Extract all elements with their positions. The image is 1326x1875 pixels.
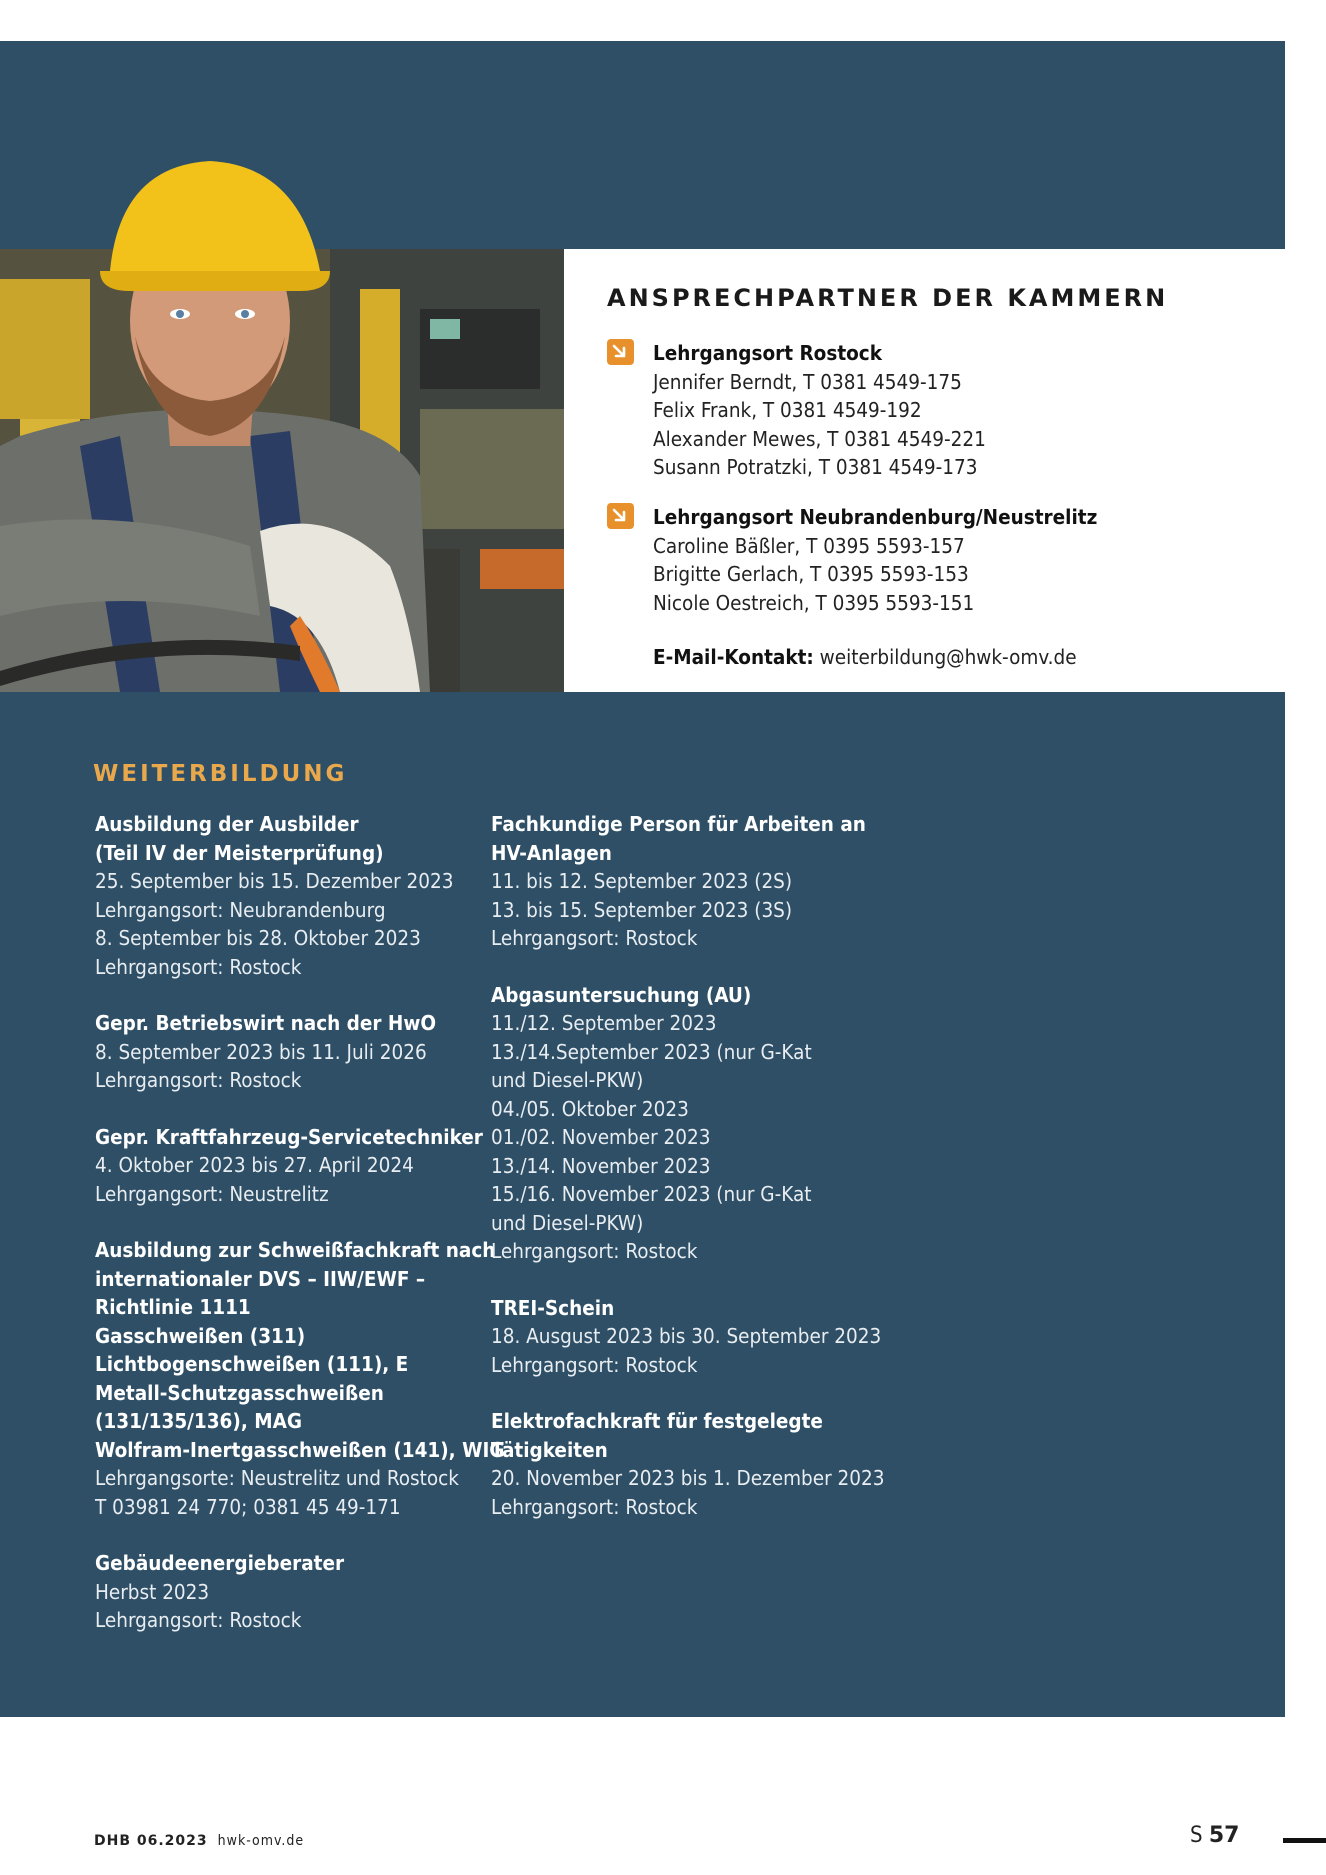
course-title: (Teil IV der Meisterprüfung) [95, 840, 384, 865]
email-contact [653, 645, 1077, 669]
course-title: Ausbildung zur Schweißfachkraft nach [95, 1238, 496, 1262]
course-entry [95, 1009, 465, 1095]
course-title: (131/135/136), MAG [95, 1409, 303, 1433]
contact-person: Felix Frank, T 0381 4549-192 [653, 398, 922, 422]
course-title: Gebäudeenergieberater [95, 1551, 345, 1575]
contact-person: Alexander Mewes, T 0381 4549-221 [653, 426, 986, 451]
course-title: Gasschweißen (311) [95, 1323, 306, 1348]
workshop-background [0, 249, 564, 692]
page-prefix: S [1190, 1823, 1203, 1848]
weiterbildung-heading: WEITERBILDUNG [93, 761, 348, 787]
course-detail: 8. September 2023 bis 11. Juli 2026 [95, 1039, 427, 1064]
contact-group-title: Lehrgangsort Neubrandenburg/Neustrelitz [653, 505, 1098, 529]
course-title: HV-Anlagen [491, 840, 612, 865]
course-detail: Lehrgangsort: Rostock [95, 1608, 302, 1632]
contact-person: Susann Potratzki, T 0381 4549-173 [653, 455, 978, 479]
course-detail: und Diesel-PKW) [491, 1210, 644, 1235]
course-detail: T 03981 24 770; 0381 45 49-171 [95, 1494, 401, 1519]
course-column-right [491, 810, 911, 1549]
course-entry [95, 1236, 505, 1521]
footer-magazine-info [94, 1833, 304, 1849]
arrow-down-right-icon [607, 339, 634, 365]
contact-person: Brigitte Gerlach, T 0395 5593-153 [653, 562, 969, 586]
course-detail: Herbst 2023 [95, 1579, 210, 1604]
course-detail: und Diesel-PKW) [491, 1068, 644, 1092]
course-title: Abgasuntersuchung (AU) [491, 982, 752, 1007]
course-detail: Lehrgangsort: Rostock [491, 1494, 698, 1519]
course-detail: 01./02. November 2023 [491, 1125, 711, 1149]
course-entry [491, 810, 911, 953]
contact-person: Nicole Oestreich, T 0395 5593-151 [653, 590, 975, 615]
course-detail: Lehrgangsort: Neubrandenburg [95, 897, 386, 922]
magazine-issue: DHB 06.2023 [94, 1833, 208, 1849]
arrow-down-right-icon [607, 503, 634, 529]
email-label: E-Mail-Kontakt: [653, 645, 814, 669]
course-detail: Lehrgangsort: Rostock [95, 1068, 302, 1092]
course-column-left [95, 810, 505, 1663]
course-title: Gepr. Betriebswirt nach der HwO [95, 1011, 437, 1035]
course-entry [491, 981, 911, 1266]
course-detail: 18. Ausgust 2023 bis 30. September 2023 [491, 1324, 882, 1348]
course-detail: 11. bis 12. September 2023 (2S) [491, 869, 793, 893]
page-number-block [1190, 1823, 1240, 1848]
course-detail: Lehrgangsort: Neustrelitz [95, 1181, 329, 1206]
course-title: Gepr. Kraftfahrzeug-Servicetechniker [95, 1124, 483, 1149]
course-detail: 15./16. November 2023 (nur G-Kat [491, 1182, 812, 1206]
course-title: Elektrofachkraft für festgelegte [491, 1409, 823, 1433]
course-title: Tätigkeiten [491, 1437, 608, 1462]
course-detail: 11./12. September 2023 [491, 1011, 717, 1035]
course-detail: Lehrgangsort: Rostock [491, 1352, 698, 1377]
course-detail: Lehrgangsort: Rostock [95, 954, 302, 979]
email-link[interactable]: weiterbildung@hwk-omv.de [819, 645, 1077, 669]
course-detail: 13./14.September 2023 (nur G-Kat [491, 1039, 812, 1064]
course-entry [95, 1123, 483, 1209]
course-title: TREI-Schein [491, 1295, 615, 1320]
contact-lines [653, 339, 986, 482]
page-number: 57 [1208, 1823, 1240, 1848]
contact-person: Caroline Bäßler, T 0395 5593-157 [653, 533, 965, 558]
course-title: Richtlinie 1111 [95, 1295, 251, 1319]
course-entry [95, 810, 465, 981]
course-detail: 8. September bis 28. Oktober 2023 [95, 926, 421, 950]
course-title: internationaler DVS – IIW/EWF – [95, 1266, 426, 1291]
course-title: Fachkundige Person für Arbeiten an [491, 812, 866, 836]
contact-person: Jennifer Berndt, T 0381 4549-175 [653, 369, 962, 394]
contact-lines [653, 503, 1097, 617]
craftsman-photo [0, 249, 564, 692]
course-title: Metall-Schutzgasschweißen [95, 1380, 384, 1405]
contact-heading: ANSPRECHPARTNER DER KAMMERN [607, 284, 1169, 312]
course-detail: 13./14. November 2023 [491, 1153, 711, 1178]
footer-rule [1283, 1838, 1326, 1843]
course-detail: 04./05. Oktober 2023 [491, 1096, 689, 1121]
course-detail: Lehrgangsorte: Neustrelitz und Rostock [95, 1466, 459, 1490]
course-entry [491, 1294, 911, 1380]
course-detail: 25. September bis 15. Dezember 2023 [95, 869, 454, 893]
course-detail: Lehrgangsort: Rostock [491, 926, 698, 950]
contact-group-title: Lehrgangsort Rostock [653, 341, 883, 365]
course-detail: Lehrgangsort: Rostock [491, 1239, 698, 1263]
course-entry [491, 1407, 911, 1521]
course-detail: 4. Oktober 2023 bis 27. April 2024 [95, 1153, 414, 1177]
course-entry [95, 1549, 465, 1635]
website-link[interactable]: hwk-omv.de [217, 1833, 305, 1849]
course-detail: 20. November 2023 bis 1. Dezember 2023 [491, 1466, 885, 1490]
course-title: Wolfram-Inertgasschweißen (141), WIG [95, 1437, 505, 1462]
course-title: Lichtbogenschweißen (111), E [95, 1352, 409, 1376]
course-detail: 13. bis 15. September 2023 (3S) [491, 897, 793, 922]
contact-box [564, 249, 1285, 692]
course-title: Ausbildung der Ausbilder [95, 812, 359, 836]
top-color-band [0, 41, 1285, 250]
